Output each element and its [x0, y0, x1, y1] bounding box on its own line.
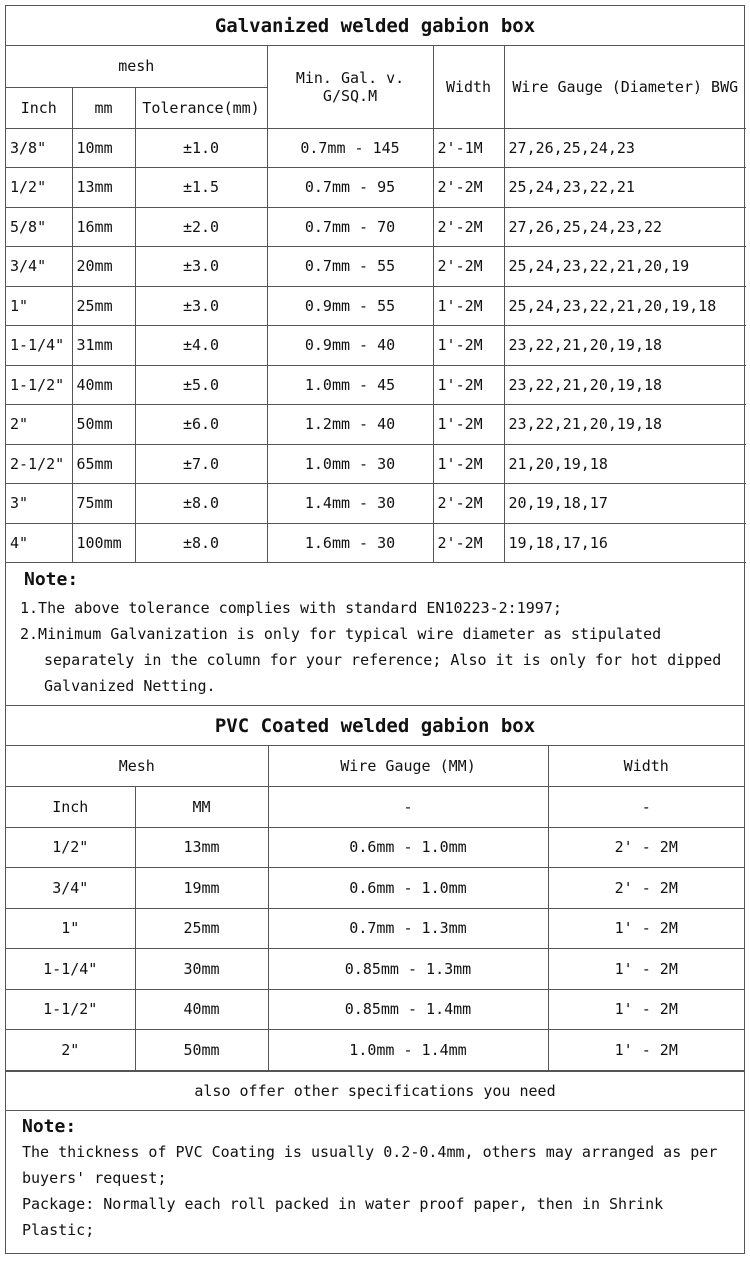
cell-width: 1'-2M [433, 326, 504, 366]
cell-inch: 1-1/2" [6, 365, 72, 405]
cell-mm: 13mm [72, 168, 135, 208]
cell-width: 2'-2M [433, 247, 504, 287]
cell-width: 2'-2M [433, 523, 504, 563]
cell-tolerance: ±3.0 [135, 247, 267, 287]
cell-mm: 40mm [72, 365, 135, 405]
cell-width: 2'-2M [433, 207, 504, 247]
header-mesh: mesh [6, 46, 267, 87]
pvc-cell-wire-gauge: 1.0mm - 1.4mm [268, 1030, 548, 1071]
cell-min-gal: 1.4mm - 30 [267, 484, 433, 524]
cell-mm: 20mm [72, 247, 135, 287]
cell-tolerance: ±3.0 [135, 286, 267, 326]
cell-min-gal: 0.9mm - 55 [267, 286, 433, 326]
cell-min-gal: 0.7mm - 95 [267, 168, 433, 208]
pvc-cell-width: 2' - 2M [548, 827, 744, 868]
pvc-cell-wire-gauge: 0.85mm - 1.3mm [268, 949, 548, 990]
cell-tolerance: ±5.0 [135, 365, 267, 405]
cell-inch: 3/8" [6, 128, 72, 168]
cell-width: 1'-2M [433, 365, 504, 405]
pvc-cell-wire-gauge: 0.6mm - 1.0mm [268, 827, 548, 868]
cell-min-gal: 0.9mm - 40 [267, 326, 433, 366]
table-row [6, 326, 746, 366]
pvc-note-line-1: The thickness of PVC Coating is usually 0.2-0.4mm, others may arranged as per buyers' request; [22, 1142, 718, 1187]
pvc-header-mesh: Mesh [6, 746, 268, 787]
cell-tolerance: ±4.0 [135, 326, 267, 366]
pvc-cell-width: 1' - 2M [548, 908, 744, 949]
cell-tolerance: ±6.0 [135, 405, 267, 445]
cell-min-gal: 1.0mm - 30 [267, 444, 433, 484]
cell-inch: 1" [6, 286, 72, 326]
cell-mm: 65mm [72, 444, 135, 484]
galvanized-note [6, 563, 744, 706]
pvc-cell-inch: 1" [6, 908, 135, 949]
pvc-title: PVC Coated welded gabion box [6, 706, 744, 746]
cell-wire-gauge: 27,26,25,24,23,22 [504, 207, 746, 247]
pvc-header-inch: Inch [6, 787, 135, 828]
pvc-header-dash: - [548, 787, 744, 828]
table-row [6, 168, 746, 208]
offer-line: also offer other specifications you need [6, 1071, 744, 1111]
pvc-cell-inch: 3/4" [6, 868, 135, 909]
pvc-cell-wire-gauge: 0.6mm - 1.0mm [268, 868, 548, 909]
cell-width: 1'-2M [433, 444, 504, 484]
note-heading: Note: [24, 569, 79, 590]
table-row [6, 949, 744, 990]
pvc-cell-inch: 1/2" [6, 827, 135, 868]
cell-mm: 100mm [72, 523, 135, 563]
table-row [6, 868, 744, 909]
pvc-note-heading: Note: [22, 1115, 77, 1137]
table-row [6, 405, 746, 445]
pvc-cell-inch: 1-1/4" [6, 949, 135, 990]
header-tolerance: Tolerance(mm) [135, 87, 267, 128]
pvc-note [6, 1111, 744, 1243]
pvc-cell-inch: 2" [6, 1030, 135, 1071]
cell-wire-gauge: 25,24,23,22,21,20,19 [504, 247, 746, 287]
cell-width: 1'-2M [433, 405, 504, 445]
pvc-cell-inch: 1-1/2" [6, 989, 135, 1030]
table-row [6, 827, 744, 868]
pvc-cell-wire-gauge: 0.7mm - 1.3mm [268, 908, 548, 949]
header-wire-gauge: Wire Gauge (Diameter) BWG [504, 46, 746, 128]
cell-width: 1'-2M [433, 286, 504, 326]
spec-sheet [5, 5, 745, 1254]
pvc-cell-mm: 40mm [135, 989, 268, 1030]
cell-min-gal: 1.2mm - 40 [267, 405, 433, 445]
cell-width: 2'-2M [433, 484, 504, 524]
cell-wire-gauge: 23,22,21,20,19,18 [504, 405, 746, 445]
cell-mm: 75mm [72, 484, 135, 524]
cell-inch: 1/2" [6, 168, 72, 208]
header-width: Width [433, 46, 504, 128]
cell-inch: 1-1/4" [6, 326, 72, 366]
cell-wire-gauge: 27,26,25,24,23 [504, 128, 746, 168]
table-row [6, 444, 746, 484]
galvanized-title: Galvanized welded gabion box [6, 6, 744, 46]
note-item-1: 1.The above tolerance complies with standard EN10223-2:1997; [20, 599, 562, 617]
pvc-cell-mm: 30mm [135, 949, 268, 990]
cell-wire-gauge: 25,24,23,22,21 [504, 168, 746, 208]
cell-wire-gauge: 21,20,19,18 [504, 444, 746, 484]
pvc-cell-mm: 13mm [135, 827, 268, 868]
pvc-note-line-2: Package: Normally each roll packed in water proof paper, then in Shrink Plastic; [22, 1194, 664, 1239]
cell-mm: 50mm [72, 405, 135, 445]
cell-min-gal: 1.0mm - 45 [267, 365, 433, 405]
table-row [6, 286, 746, 326]
table-row [6, 365, 746, 405]
cell-inch: 3" [6, 484, 72, 524]
pvc-header-dash: - [268, 787, 548, 828]
pvc-cell-mm: 25mm [135, 908, 268, 949]
pvc-table [6, 746, 744, 1071]
cell-inch: 4" [6, 523, 72, 563]
table-row [6, 908, 744, 949]
cell-tolerance: ±8.0 [135, 523, 267, 563]
table-row [6, 1030, 744, 1071]
cell-tolerance: ±8.0 [135, 484, 267, 524]
cell-mm: 31mm [72, 326, 135, 366]
cell-wire-gauge: 23,22,21,20,19,18 [504, 326, 746, 366]
cell-mm: 16mm [72, 207, 135, 247]
table-row [6, 484, 746, 524]
table-row [6, 128, 746, 168]
pvc-cell-width: 1' - 2M [548, 989, 744, 1030]
cell-width: 2'-2M [433, 168, 504, 208]
header-mm: mm [72, 87, 135, 128]
cell-wire-gauge: 19,18,17,16 [504, 523, 746, 563]
cell-wire-gauge: 25,24,23,22,21,20,19,18 [504, 286, 746, 326]
pvc-cell-width: 2' - 2M [548, 868, 744, 909]
cell-mm: 10mm [72, 128, 135, 168]
cell-inch: 2" [6, 405, 72, 445]
cell-tolerance: ±7.0 [135, 444, 267, 484]
cell-tolerance: ±1.0 [135, 128, 267, 168]
table-row [6, 207, 746, 247]
cell-inch: 2-1/2" [6, 444, 72, 484]
cell-min-gal: 0.7mm - 55 [267, 247, 433, 287]
pvc-cell-wire-gauge: 0.85mm - 1.4mm [268, 989, 548, 1030]
header-inch: Inch [6, 87, 72, 128]
cell-min-gal: 0.7mm - 70 [267, 207, 433, 247]
pvc-header-wire-gauge: Wire Gauge (MM) [268, 746, 548, 787]
cell-inch: 5/8" [6, 207, 72, 247]
cell-tolerance: ±2.0 [135, 207, 267, 247]
table-row [6, 989, 744, 1030]
cell-tolerance: ±1.5 [135, 168, 267, 208]
cell-wire-gauge: 20,19,18,17 [504, 484, 746, 524]
pvc-header-mm: MM [135, 787, 268, 828]
pvc-cell-mm: 50mm [135, 1030, 268, 1071]
cell-min-gal: 1.6mm - 30 [267, 523, 433, 563]
header-min-gal: Min. Gal. v. G/SQ.M [267, 46, 433, 128]
cell-inch: 3/4" [6, 247, 72, 287]
pvc-cell-mm: 19mm [135, 868, 268, 909]
note-item-2: 2.Minimum Galvanization is only for typical wire diameter as stipulated separately in the column for your reference; Also it is only for hot dipped Galvanized Netting. [20, 625, 722, 695]
table-row [6, 247, 746, 287]
cell-wire-gauge: 23,22,21,20,19,18 [504, 365, 746, 405]
pvc-header-width: Width [548, 746, 744, 787]
cell-mm: 25mm [72, 286, 135, 326]
pvc-cell-width: 1' - 2M [548, 949, 744, 990]
pvc-cell-width: 1' - 2M [548, 1030, 744, 1071]
galvanized-table [6, 46, 746, 563]
cell-min-gal: 0.7mm - 145 [267, 128, 433, 168]
table-row [6, 523, 746, 563]
cell-width: 2'-1M [433, 128, 504, 168]
